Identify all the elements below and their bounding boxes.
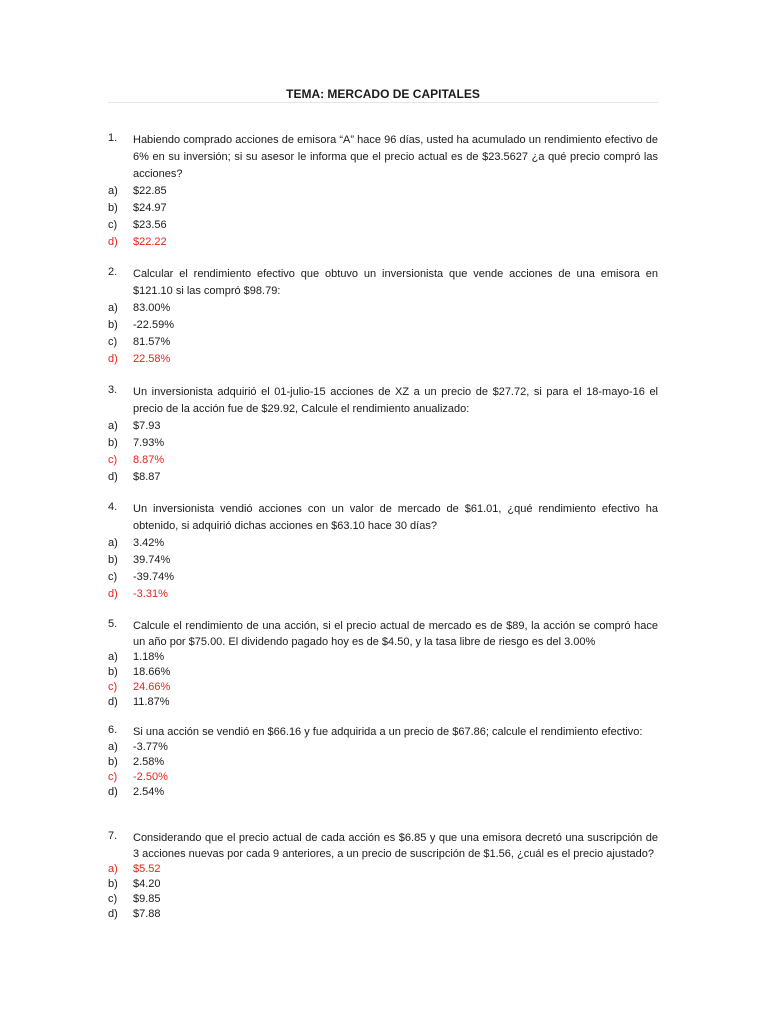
- option-value: 1.18%: [133, 651, 165, 663]
- option-letter: d): [108, 588, 118, 600]
- option-letter: c): [108, 681, 118, 693]
- page-title: TEMA: MERCADO DE CAPITALES: [286, 87, 480, 101]
- question-text: Un inversionista adquirió el 01-julio-15 acciones de XZ a un precio de $27.72, si para el 18-mayo-16 el precio de la acción fue de $29.92, Calcule el rendimiento anualizado:: [133, 386, 658, 415]
- option-a: [108, 650, 658, 665]
- option-letter: a): [108, 741, 118, 753]
- option-c: [108, 892, 658, 907]
- option-a: [108, 535, 658, 552]
- option-a-correct: [108, 862, 658, 877]
- question-2: [108, 266, 658, 368]
- option-value: 18.66%: [133, 666, 171, 678]
- option-b: [108, 435, 658, 452]
- option-value: $24.97: [133, 202, 167, 214]
- option-c: [108, 217, 658, 234]
- option-letter: b): [108, 554, 118, 566]
- question-number: 7.: [108, 830, 118, 842]
- question-6: [108, 724, 658, 800]
- option-d-correct: [108, 586, 658, 603]
- question-5: [108, 618, 658, 710]
- option-b: [108, 755, 658, 770]
- option-a: [108, 418, 658, 435]
- option-b: [108, 200, 658, 217]
- option-letter: a): [108, 537, 118, 549]
- option-c-correct: [108, 680, 658, 695]
- question-text: Considerando que el precio actual de cada acción es $6.85 y que una emisora decretó una suscripción de 3 acciones nuevas por cada 9 anteriores, a un precio de suscripción de $1.56, ¿cuál es el precio ajustado?: [133, 832, 658, 860]
- question-4: [108, 501, 658, 603]
- option-d: [108, 785, 658, 800]
- question-text: Calcular el rendimiento efectivo que obtuvo un inversionista que vende acciones de una emisora en $121.10 si las compró $98.79:: [133, 268, 658, 297]
- option-d: [108, 469, 658, 486]
- option-b: [108, 877, 658, 892]
- option-letter: c): [108, 454, 118, 466]
- option-value: 11.87%: [133, 696, 170, 708]
- option-value: $4.20: [133, 878, 161, 890]
- option-letter: a): [108, 651, 118, 663]
- option-letter: a): [108, 302, 118, 314]
- question-text: Si una acción se vendió en $66.16 y fue adquirida a un precio de $67.86; calcule el rendimiento efectivo:: [133, 726, 643, 738]
- question-1: [108, 132, 658, 251]
- question-number: 1.: [108, 132, 118, 144]
- option-value: 2.54%: [133, 786, 165, 798]
- option-value: 81.57%: [133, 336, 171, 348]
- option-value: $22.22: [133, 236, 167, 248]
- option-letter: c): [108, 336, 118, 348]
- option-value: -39.74%: [133, 571, 174, 583]
- option-value: 39.74%: [133, 554, 171, 566]
- option-letter: c): [108, 771, 118, 783]
- option-letter: c): [108, 219, 118, 231]
- option-a: [108, 300, 658, 317]
- option-value: $8.87: [133, 471, 161, 483]
- option-letter: b): [108, 756, 118, 768]
- option-letter: b): [108, 666, 118, 678]
- title-divider: [108, 102, 658, 103]
- option-d: [108, 695, 658, 710]
- option-value: 7.93%: [133, 437, 165, 449]
- option-letter: c): [108, 893, 118, 905]
- option-a: [108, 183, 658, 200]
- option-d: [108, 907, 658, 922]
- option-b: [108, 552, 658, 569]
- option-value: 24.66%: [133, 681, 171, 693]
- option-c: [108, 334, 658, 351]
- question-text: Habiendo comprado acciones de emisora “A” hace 96 días, usted ha acumulado un rendimiento efectivo de 6% en su inversión; si su asesor le informa que el precio actual es de $23.5627 ¿a qué precio compró las acciones?: [133, 134, 658, 180]
- option-letter: c): [108, 571, 118, 583]
- option-letter: d): [108, 786, 118, 798]
- option-c-correct: [108, 452, 658, 469]
- option-c-correct: [108, 770, 658, 785]
- option-letter: b): [108, 319, 118, 331]
- option-value: $7.88: [133, 908, 161, 920]
- option-letter: a): [108, 420, 118, 432]
- option-b: [108, 665, 658, 680]
- option-letter: a): [108, 185, 118, 197]
- option-letter: b): [108, 437, 118, 449]
- question-number: 6.: [108, 724, 118, 736]
- option-letter: b): [108, 878, 118, 890]
- option-d-correct: [108, 234, 658, 251]
- option-letter: b): [108, 202, 118, 214]
- option-value: 3.42%: [133, 537, 165, 549]
- question-3: [108, 384, 658, 486]
- option-value: -2.50%: [133, 771, 168, 783]
- option-b: [108, 317, 658, 334]
- question-number: 3.: [108, 384, 118, 396]
- option-value: $9.85: [133, 893, 161, 905]
- question-7: [108, 830, 658, 922]
- question-number: 4.: [108, 501, 118, 513]
- question-number: 5.: [108, 618, 118, 630]
- option-letter: d): [108, 236, 118, 248]
- option-value: -3.31%: [133, 588, 168, 600]
- option-c: [108, 569, 658, 586]
- option-value: $7.93: [133, 420, 161, 432]
- question-text: Calcule el rendimiento de una acción, si el precio actual de mercado es de $89, la acción se compró hace un año por $75.00. El dividendo pagado hoy es de $4.50, y la tasa libre de riesgo es del 3.00%: [133, 620, 658, 648]
- option-value: 83.00%: [133, 302, 171, 314]
- option-letter: a): [108, 863, 118, 875]
- option-a: [108, 740, 658, 755]
- option-value: 2.58%: [133, 756, 165, 768]
- option-d-correct: [108, 351, 658, 368]
- option-value: $22.85: [133, 185, 167, 197]
- option-value: $23.56: [133, 219, 167, 231]
- option-value: -22.59%: [133, 319, 174, 331]
- question-text: Un inversionista vendió acciones con un valor de mercado de $61.01, ¿qué rendimiento efectivo ha obtenido, si adquirió dichas acciones en $63.10 hace 30 días?: [133, 503, 658, 532]
- option-letter: d): [108, 696, 118, 708]
- option-letter: d): [108, 353, 118, 365]
- option-value: 8.87%: [133, 454, 165, 466]
- option-value: $5.52: [133, 863, 161, 875]
- option-letter: d): [108, 908, 118, 920]
- option-value: 22.58%: [133, 353, 171, 365]
- question-number: 2.: [108, 266, 118, 278]
- option-letter: d): [108, 471, 118, 483]
- option-value: -3.77%: [133, 741, 168, 753]
